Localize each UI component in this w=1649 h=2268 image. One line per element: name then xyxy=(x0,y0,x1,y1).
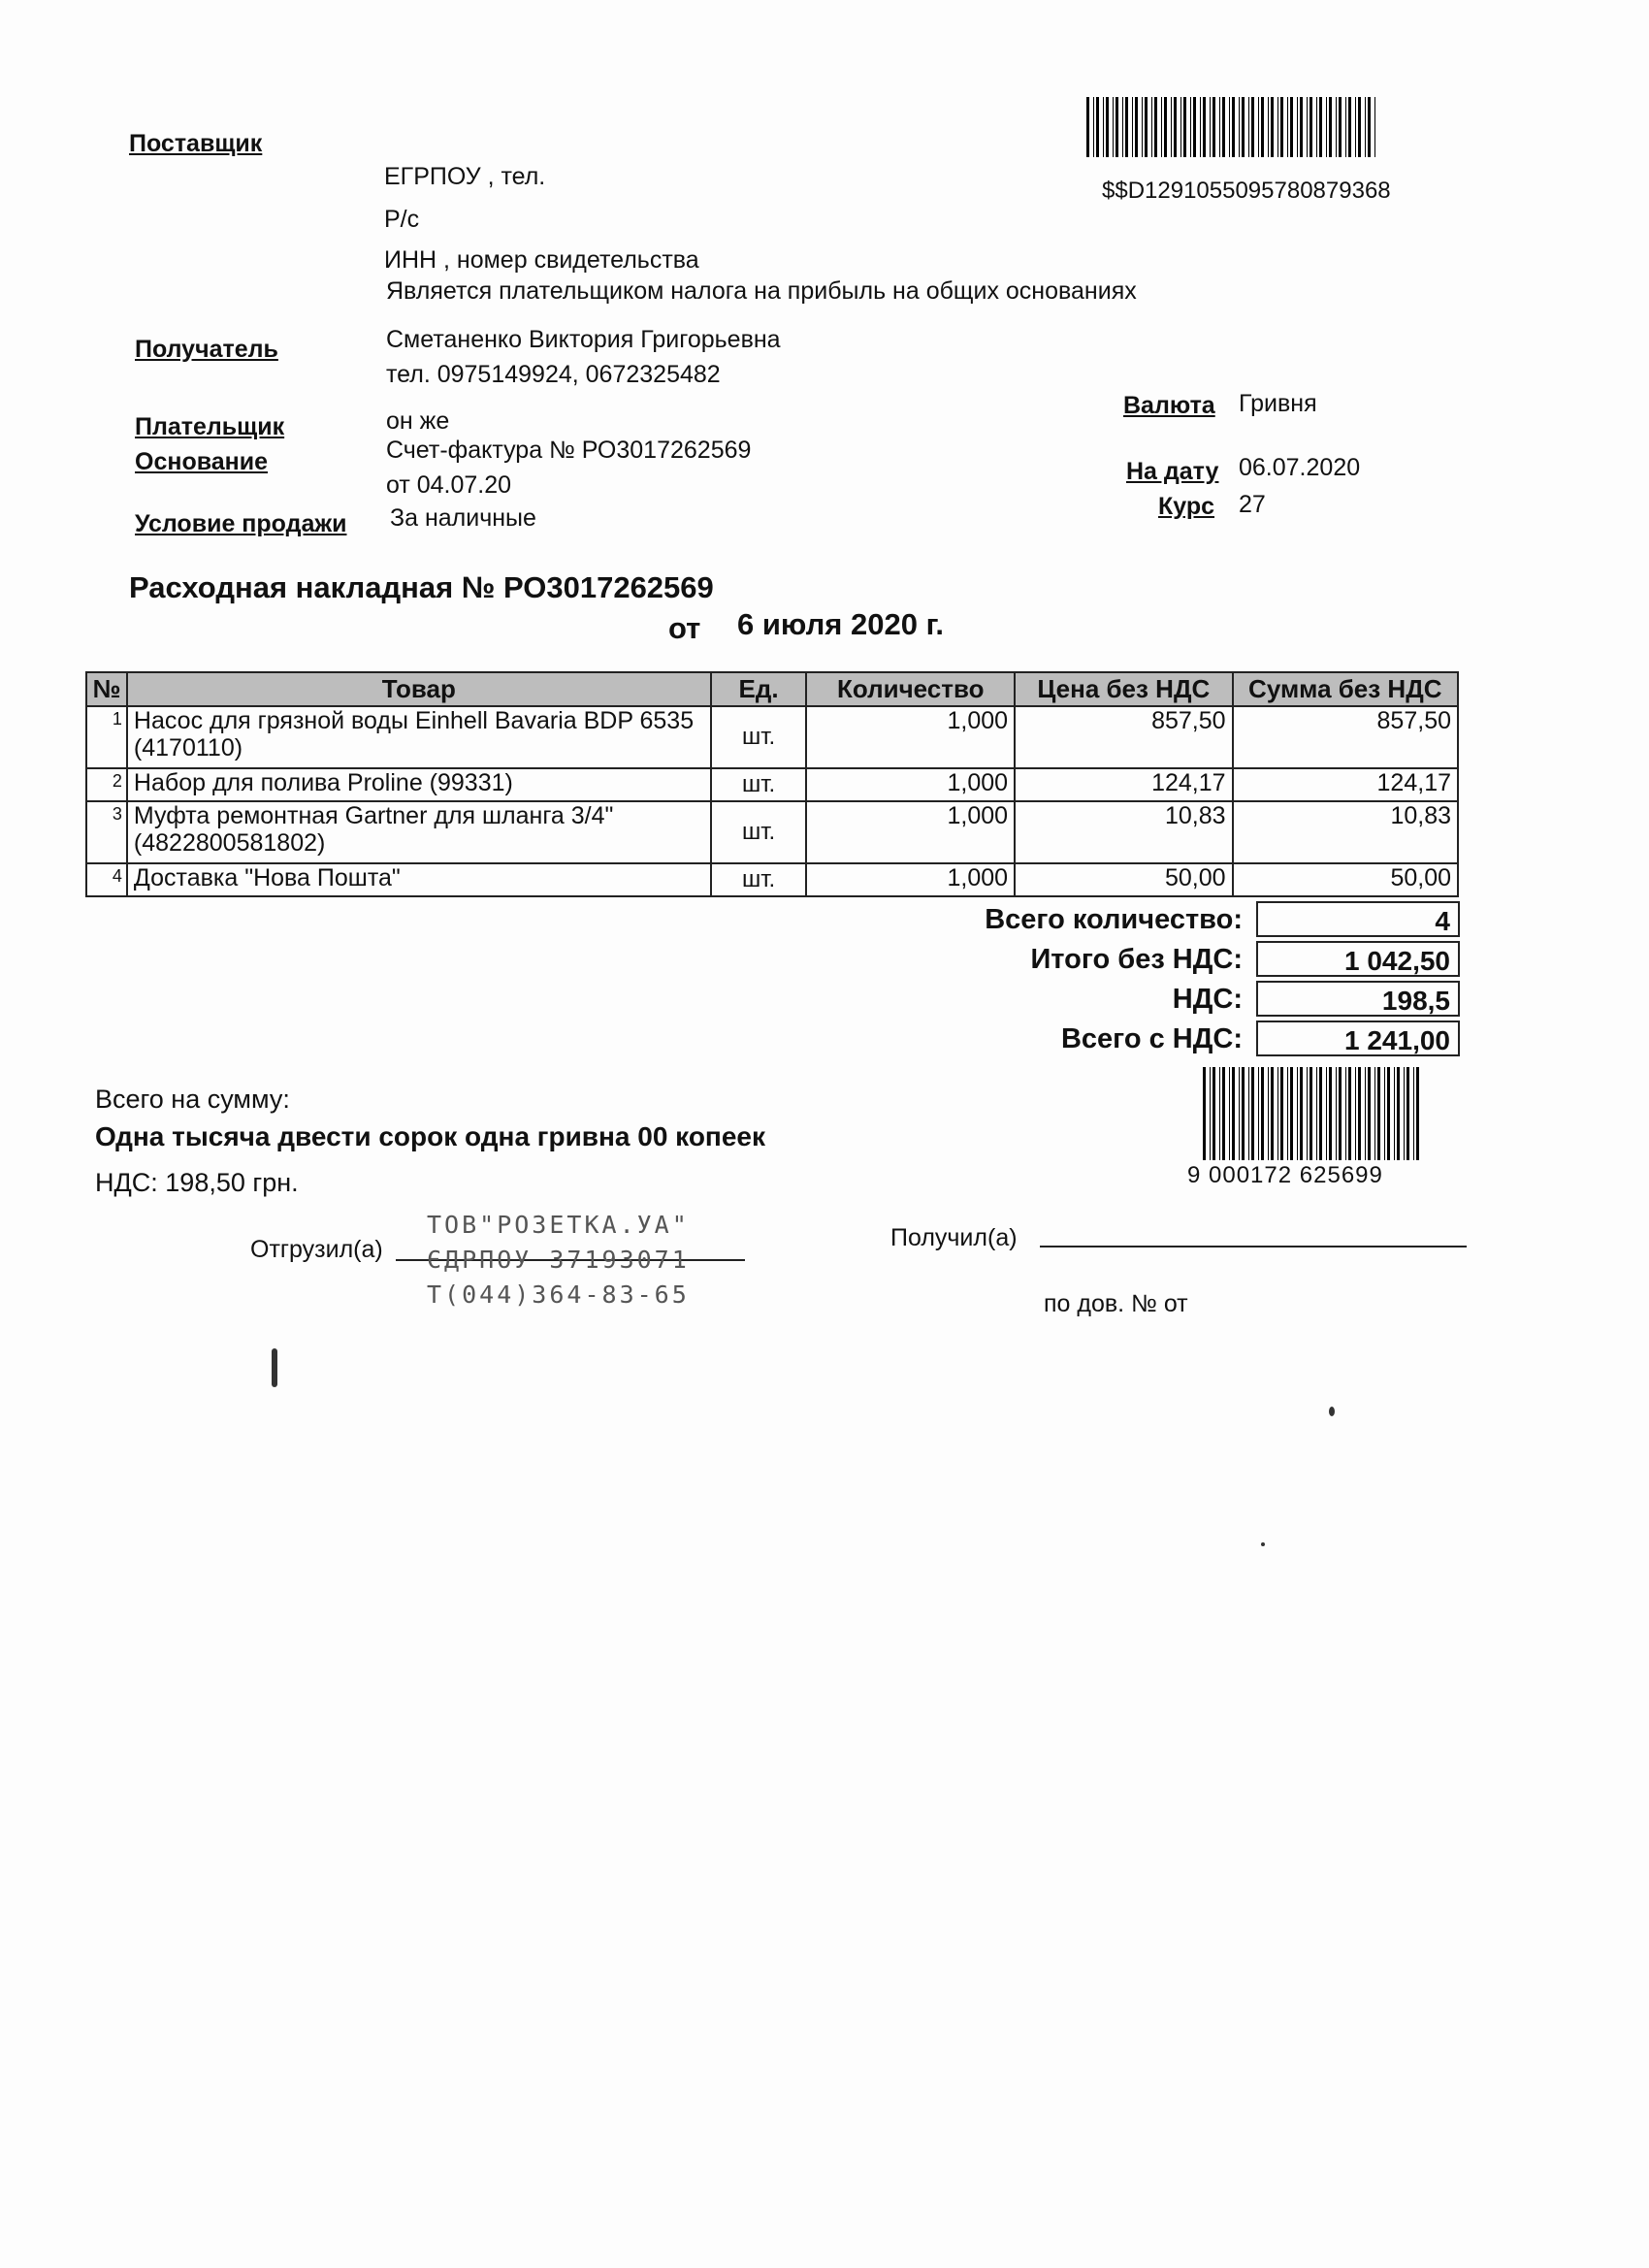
recipient-phone: тел. 0975149924, 0672325482 xyxy=(386,361,721,388)
col-header-price: Цена без НДС xyxy=(1015,672,1232,706)
supplier-line: ЕГРПОУ , тел. xyxy=(384,163,546,190)
row-num: 2 xyxy=(86,768,127,801)
barcode-image xyxy=(1203,1067,1432,1160)
scan-speck xyxy=(1261,1542,1265,1546)
total-qty-row xyxy=(854,900,1460,940)
currency-value: Гривня xyxy=(1239,390,1317,417)
sale-condition-value: За наличные xyxy=(390,504,536,532)
totals-block xyxy=(854,900,1460,1059)
row-unit: шт. xyxy=(711,863,807,896)
row-qty: 1,000 xyxy=(806,768,1015,801)
proxy-line: по дов. № от xyxy=(1044,1290,1188,1317)
col-header-unit: Ед. xyxy=(711,672,807,706)
barcode-bar xyxy=(1375,97,1377,157)
total-gross-label: Всего с НДС: xyxy=(1060,1023,1243,1054)
col-header-product: Товар xyxy=(127,672,711,706)
received-label: Получил(а) xyxy=(890,1224,1018,1251)
row-qty: 1,000 xyxy=(806,863,1015,896)
row-num: 4 xyxy=(86,863,127,896)
supplier-line: ИНН , номер свидетельства xyxy=(384,246,699,274)
barcode-bar xyxy=(1419,1067,1423,1160)
table-header-row xyxy=(86,672,1458,706)
row-product: Доставка "Нова Пошта" xyxy=(127,863,711,896)
payer-label: Плательщик xyxy=(135,413,285,440)
document-date-prefix: от xyxy=(668,611,701,645)
rate-label: Курс xyxy=(1158,493,1215,520)
barcode-image xyxy=(1086,97,1414,157)
date-value: 06.07.2020 xyxy=(1239,454,1361,481)
stamp-line: ТОВ"РОЗЕТКА.УА" xyxy=(427,1211,690,1239)
barcode-digits: 9 000172 625699 xyxy=(1187,1162,1383,1188)
total-vat-row xyxy=(854,980,1460,1020)
col-header-num: № xyxy=(86,672,127,706)
payer-value: он же xyxy=(386,407,450,435)
row-price: 124,17 xyxy=(1015,768,1232,801)
sum-in-words: Одна тысяча двести сорок одна гривна 00 копеек xyxy=(95,1121,766,1151)
items-table xyxy=(85,671,1459,897)
basis-date: от 04.07.20 xyxy=(386,471,512,499)
recipient-label: Получатель xyxy=(135,336,278,363)
row-qty: 1,000 xyxy=(806,706,1015,768)
document-date: 6 июля 2020 г. xyxy=(737,607,945,641)
row-qty: 1,000 xyxy=(806,801,1015,863)
total-vat-label: НДС: xyxy=(1172,984,1243,1015)
total-net-value: 1 042,50 xyxy=(1256,941,1460,977)
basis-label: Основание xyxy=(135,448,269,475)
scan-speck xyxy=(272,1348,277,1387)
stamp-line: ЄДРПОУ 37193071 xyxy=(427,1246,690,1274)
supplier-line: Р/с xyxy=(384,206,420,233)
currency-label: Валюта xyxy=(1123,392,1215,419)
row-sum: 124,17 xyxy=(1233,768,1458,801)
supplier-line: Является плательщиком налога на прибыль на общих основаниях xyxy=(386,277,1137,305)
row-sum: 50,00 xyxy=(1233,863,1458,896)
table-row xyxy=(86,801,1458,863)
row-unit: шт. xyxy=(711,801,807,863)
document-title: Расходная накладная № РО3017262569 xyxy=(129,570,714,604)
basis-value: Счет-фактура № РО3017262569 xyxy=(386,437,752,464)
total-net-row xyxy=(854,940,1460,980)
total-net-label: Итого без НДС: xyxy=(1030,944,1243,975)
barcode-text: $$D1291055095780879368 xyxy=(1102,178,1391,204)
received-signature-line xyxy=(1040,1246,1467,1247)
total-qty-label: Всего количество: xyxy=(985,904,1243,935)
sale-condition-label: Условие продажи xyxy=(135,510,347,537)
row-unit: шт. xyxy=(711,706,807,768)
row-price: 50,00 xyxy=(1015,863,1232,896)
row-price: 857,50 xyxy=(1015,706,1232,768)
col-header-qty: Количество xyxy=(806,672,1015,706)
sum-label: Всего на сумму: xyxy=(95,1085,290,1114)
supplier-label: Поставщик xyxy=(129,130,263,157)
recipient-name: Сметаненко Виктория Григорьевна xyxy=(386,326,781,353)
rate-value: 27 xyxy=(1239,491,1266,518)
col-header-sum: Сумма без НДС xyxy=(1233,672,1458,706)
total-vat-value: 198,5 xyxy=(1256,981,1460,1017)
stamp-line: Т(044)364-83-65 xyxy=(427,1280,690,1309)
row-sum: 857,50 xyxy=(1233,706,1458,768)
row-product: Набор для полива Proline (99331) xyxy=(127,768,711,801)
table-row xyxy=(86,863,1458,896)
table-row xyxy=(86,706,1458,768)
company-stamp xyxy=(427,1208,690,1312)
total-qty-value: 4 xyxy=(1256,901,1460,937)
total-gross-row xyxy=(854,1020,1460,1059)
row-product: Муфта ремонтная Gartner для шланга 3/4" (4822800581802) xyxy=(127,801,711,863)
shipped-label: Отгрузил(а) xyxy=(250,1236,383,1263)
row-price: 10,83 xyxy=(1015,801,1232,863)
table-row xyxy=(86,768,1458,801)
row-unit: шт. xyxy=(711,768,807,801)
row-product: Насос для грязной воды Einhell Bavaria BDP 6535 (4170110) xyxy=(127,706,711,768)
total-gross-value: 1 241,00 xyxy=(1256,1021,1460,1056)
row-num: 3 xyxy=(86,801,127,863)
row-sum: 10,83 xyxy=(1233,801,1458,863)
row-num: 1 xyxy=(86,706,127,768)
vat-line: НДС: 198,50 грн. xyxy=(95,1168,299,1197)
date-label: На дату xyxy=(1126,458,1219,485)
scan-speck xyxy=(1329,1407,1335,1416)
